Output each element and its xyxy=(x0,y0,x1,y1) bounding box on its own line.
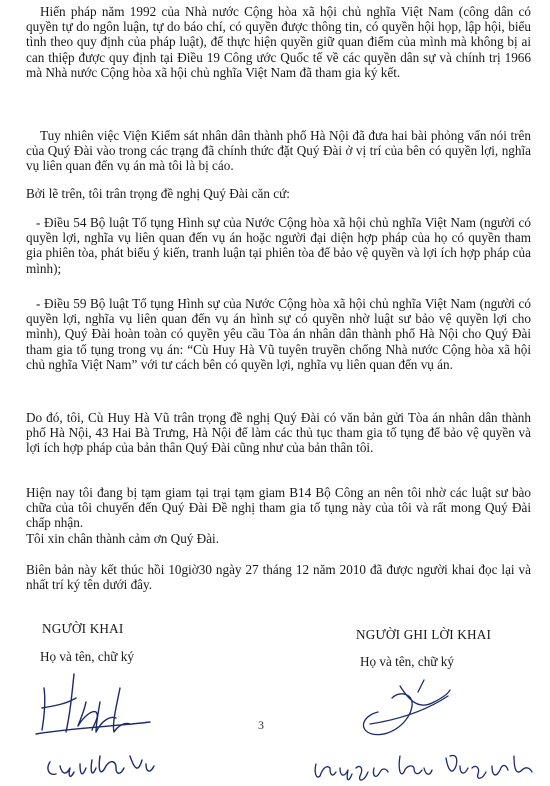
paragraph-procuracy: Tuy nhiên việc Viện Kiểm sát nhân dân thành phố Hà Nội đã đưa hai bài phỏng vấn nói trên của Quý Đài vào trong các trạng đã chính thức đặt Quý Đài ở vị trí của bên có quyền lợi, nghĩa vụ liên quan đến vụ án mà tôi là bị cáo. xyxy=(26,128,531,174)
paragraph-constitution: Hiến pháp năm 1992 của Nhà nước Cộng hòa xã hội chủ nghĩa Việt Nam (công dân có quyền tự do ngôn luận, tự do báo chí, có quyền được thông tin, có quyền hội họp, lập hội, biểu tình theo quy định của pháp luật), để thực hiện quyền giữ quan điểm của mình mà không bị ai can thiệp được quy định tại Điều 19 Công ước Quốc tế về các quyền dân sự và chính trị 1966 mà Nhà nước Cộng hòa xã hội chủ nghĩa Việt Nam đã tham gia ký kết. xyxy=(26,4,531,80)
paragraph-request-intro: Bởi lẽ trên, tôi trân trọng đề nghị Quý Đài căn cứ: xyxy=(26,186,290,201)
signature-left-image xyxy=(30,668,180,786)
signer-left-subtitle: Họ và tên, chữ ký xyxy=(40,649,134,664)
list-item-article-59: - Điều 59 Bộ luật Tố tụng Hình sự của Nước Cộng hòa xã hội chủ nghĩa Việt Nam (người có quyền lợi, nghĩa vụ liên quan đến vụ án hình sự có quyền nhờ luật sư bảo vệ quyền lợi cho mình), Quý Đài hoàn toàn có quyền yêu cầu Tòa án nhân dân thành phố Hà Nội cho Quý Đài tham gia tố tụng trong vụ án: “Cù Huy Hà Vũ tuyên truyền chống Nhà nước Cộng hòa xã hội chủ nghĩa Việt Nam” với tư cách bên có quyền lợi, nghĩa vụ liên quan đến vụ án. xyxy=(26,296,531,372)
signer-right-subtitle: Họ và tên, chữ ký xyxy=(360,654,454,669)
paragraph-thanks: Tôi xin chân thành cảm ơn Quý Đài. xyxy=(26,531,220,546)
signature-right-image xyxy=(300,672,540,786)
page-number: 3 xyxy=(258,718,264,732)
signer-left-title: NGƯỜI KHAI xyxy=(42,621,124,636)
paragraph-detention: Hiện nay tôi đang bị tạm giam tại trại tạm giam B14 Bộ Công an nên tôi nhờ các luật sư bào chữa của tôi chuyển đến Quý Đài Đề nghị tham gia tố tụng này của tôi và rất mong Quý Đài chấp nhận. xyxy=(26,485,531,531)
list-item-article-54: - Điều 54 Bộ luật Tố tụng Hình sự của Nước Cộng hòa xã hội chủ nghĩa Việt Nam (người có quyền lợi, nghĩa vụ liên quan đến vụ án hoặc người đại diện hợp pháp của họ có quyền tham gia phiên tòa, phát biểu ý kiến, tranh luận tại phiên tòa để bảo vệ quyền và lợi ích hợp pháp của mình); xyxy=(26,215,531,276)
paragraph-closing: Biên bản này kết thúc hồi 10giờ30 ngày 27 tháng 12 năm 2010 đã được người khai đọc lại và nhất trí ký tên dưới đây. xyxy=(26,562,531,593)
signer-right-title: NGƯỜI GHI LỜI KHAI xyxy=(356,627,492,642)
paragraph-request: Do đó, tôi, Cù Huy Hà Vũ trân trọng đề nghị Quý Đài có văn bản gửi Tòa án nhân dân thành phố Hà Nội, 43 Hai Bà Trưng, Hà Nội để làm các thủ tục tham gia tố tụng để bảo vệ quyền và lợi ích hợp pháp của bản thân Quý Đài cũng như của bản thân tôi. xyxy=(26,410,531,456)
